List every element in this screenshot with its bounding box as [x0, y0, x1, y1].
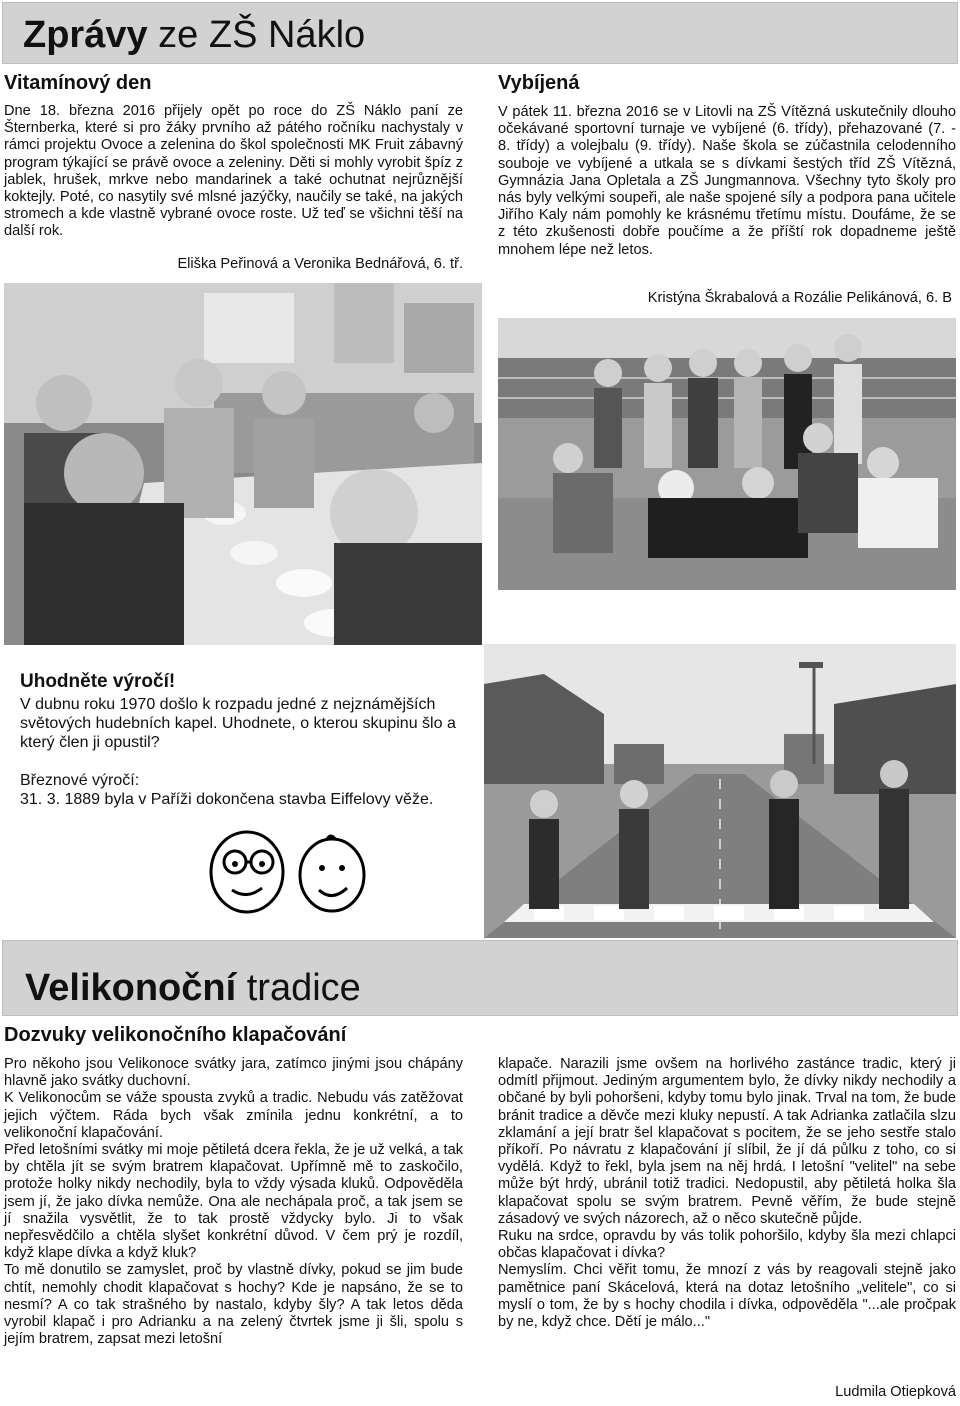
newsletter-title-bold: Zprávy [23, 14, 148, 56]
abbey-road-photo [484, 644, 956, 938]
vybijena-paragraph: V pátek 11. března 2016 se v Litovli na ZŠ Vítězná uskutečnily dlouho očekávané sportovní turnaje ve vybíjené (6. třídy), přehazované (7. - 8. třídy) a volejbalu (9. třídy). Naše škola se zúčastnila celodenního souboje ve vybíjené a utkala se s dívkami šestých tříd ZŠ Vítězná, Gymnázia Jana Opletala a ZŠ Jungmannova. Všechny tyto školy pro nás byly velkými soupeři, ale naše spojené síly a podpora pana učitele Jiřího Kaly nám pomohly ke krásnému třetímu místu. Doufáme, že se z této zkušenosti dobře poučíme a že příští rok dopadneme ještě mnohem lépe než letos. [498, 104, 956, 258]
dodgeball-photo-drawing [498, 318, 956, 590]
klapacka-left-paragraph: Před letošními svátky mi moje pětiletá dcera řekla, že je už velká, a tak by chtěla jít se svým bratrem klapačovat. Upřímně mě to zaskočilo, protože holky nikdy nechodily, byla to vždy výsada kluků. Odpověděla jsem jí, že jako dívka nemůže. Ona ale nechápala proč, a tak jsem se jí snažila vysvětlit, že to tak prostě vždycky bylo. Ji to však nepřesvědčilo a chtěla slyšet konkrétní důvod. V čem prý je rozdíl, když klape dívka a když kluk? [4, 1142, 463, 1262]
quiz-body [20, 695, 490, 809]
klapacka-right-paragraph: klapače. Narazili jsme ovšem na horlivého zastánce tradic, který ji odmítl přijmout. Jediným argumentem bylo, že dívky nikdy nechodily a občané by byli pohoršeni, kdyby tomu bylo jinak. Trval na tom, že bude bránit tradice a děvče mezi kluky nepustí. A tak Adrianka zatlačila slzu zklamání a její bratr šel klapačovat s pocitem, že se jeho sestře stalo příkoří. Po návratu z klapačování jí slíbil, že jí dá půlku z toho, co si vydělá. Když to řekl, byla jsem na něj hrdá. I letošní "velitel" na sebe může být hrdý, ubránil totiž tradici. Nedopustil, aby pětiletá holka šla klapačovat spolu se svým bratrem. Pevně věřím, že bude stejně zásadový ve svých názorech, až o něco skutečně půjde. [498, 1056, 956, 1227]
klapacka-left-paragraph: Pro někoho jsou Velikonoce svátky jara, zatímco jinými jsou chápány hlavně jako svátky duchovní. [4, 1056, 463, 1090]
klapacka-right-paragraph: Ruku na srdce, opravdu by vás tolik pohoršilo, kdyby šla mezi chlapci občas klapačovat i dívka? [498, 1228, 956, 1262]
klapacka-left-column [4, 1056, 463, 1348]
quiz-march-text: 31. 3. 1889 byla v Paříži dokončena stavba Eiffelovy věže. [20, 791, 434, 808]
vybijena-signature: Kristýna Škrabalová a Rozálie Pelikánová, 6. B [647, 290, 952, 306]
abbey-road-drawing [484, 644, 956, 938]
vitamin-photo-drawing [4, 283, 482, 645]
anniversary-quiz-box [2, 650, 478, 938]
dodgeball-team-photo [498, 318, 956, 590]
klapacka-right-column [498, 1056, 956, 1331]
vitamin-article [4, 103, 463, 241]
vitamin-signature: Eliška Peřinová a Veronika Bednářová, 6. tř. [177, 256, 463, 272]
newsletter-title-rest: ze ZŠ Náklo [147, 14, 366, 56]
klapacka-left-paragraph: K Velikonocům se váže spousta zvyků a tradic. Nebudu vás zatěžovat jejich výčtem. Ráda bych však zmínila jednu konkrétní, a to velikonoční klapačování. [4, 1090, 463, 1141]
smiley-faces-illustration [202, 820, 382, 920]
easter-banner [2, 940, 958, 1016]
klapacka-right-paragraph: Nemyslím. Chci věřit tomu, že mnozí z vás by reagovali stejně jako pamětnice paní Skácelová, která na dotaz letošního „velitele", co si myslí o tom, že by s hochy chodila i dívka, odpověděla "...ale pročpak by ne, když chce. Dětí je málo..." [498, 1262, 956, 1331]
vitamin-heading: Vitamínový den [4, 72, 152, 94]
easter-title [25, 969, 361, 1007]
quiz-question: V dubnu roku 1970 došlo k rozpadu jedné z nejznámějších světových hudebních kapel. Uhodnete, o kterou skupinu šlo a který člen ji opustil? [20, 696, 456, 751]
vitamin-day-photo [4, 283, 482, 645]
vitamin-paragraph: Dne 18. března 2016 přijely opět po roce do ZŠ Náklo paní ze Šternberka, které si pro žáky prvního až pátého ročníku nachystaly v rámci projektu Ovoce a zelenina do škol společnosti MK Fruit zábavný program týkající se právě ovoce a zeleniny. Děti si mohly vyrobit špíz z jablek, hrušek, mrkve nebo mandarinek a také ochutnat nejrůznější koktejly. Poté, co nasytily své mlsné jazýčky, naučily se také, na jakých stromech a kde vlastně vybrané ovoce roste. Už teď se všichni těší na další rok. [4, 103, 463, 240]
newsletter-title [23, 16, 365, 54]
vybijena-article [498, 104, 956, 259]
quiz-march-label: Březnové výročí: [20, 772, 140, 789]
top-banner [2, 2, 958, 64]
klapacka-heading: Dozvuky velikonočního klapačování [4, 1024, 347, 1046]
klapacka-left-paragraph: To mě donutilo se zamyslet, proč by vlastně dívky, pokud se jim bude chtít, nemohly chodit klapačovat s hochy? Kde je napsáno, že se to nesmí? A co tak strašného by nastalo, kdyby šly? A tak letos děda vyrobil klapač i pro Adrianku a na zelený čtvrtek jsme ji šli, spolu s jejím bratrem, zapsat mezi letošní [4, 1262, 463, 1348]
quiz-title: Uhodněte výročí! [20, 671, 176, 692]
easter-title-bold: Velikonoční [25, 967, 237, 1009]
vybijena-heading: Vybíjená [498, 72, 580, 94]
easter-title-rest: tradice [236, 967, 361, 1009]
klapacka-signature: Ludmila Otiepková [835, 1384, 956, 1400]
